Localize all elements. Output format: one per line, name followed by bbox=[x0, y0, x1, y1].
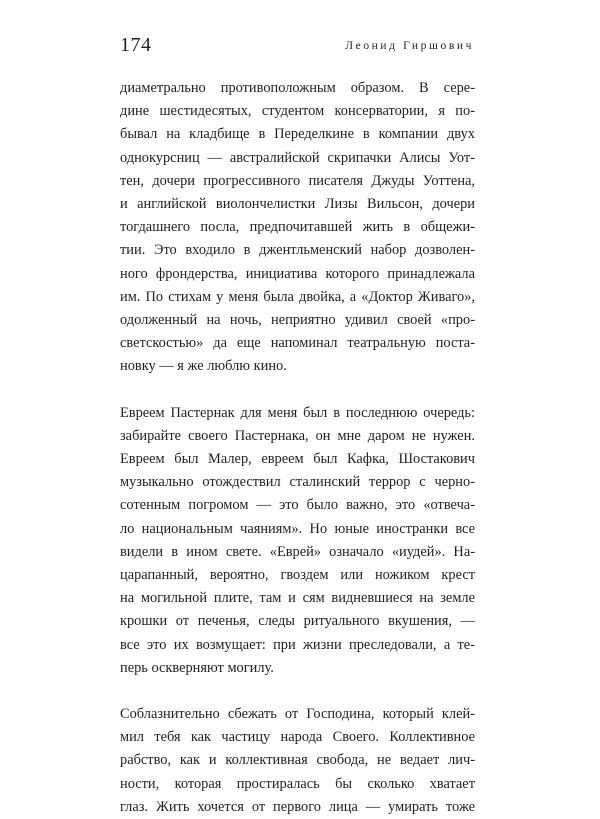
text-line: ности, которая простиралась бы сколько хватает bbox=[120, 775, 475, 792]
text-line: тен, дочери прогрессивного писателя Джуды Уоттена, bbox=[120, 172, 475, 189]
text-line: Евреем был Малер, евреем был Кафка, Шостакович bbox=[120, 451, 475, 467]
text-line: ного фрондерства, инициатива которого принадлежала bbox=[120, 265, 475, 282]
text-line: царапанный, вероятно, гвоздем или ножиком крест bbox=[120, 566, 475, 583]
text-line: крошки от печенья, следы ритуального вкушения, — bbox=[120, 613, 475, 630]
paragraph-3 bbox=[120, 703, 475, 819]
text-line: одолженный на ночь, неприятно удивил своей «про- bbox=[120, 311, 475, 328]
text-line: им. По стихам у меня была двойка, а «Доктор Живаго», bbox=[120, 288, 475, 305]
text-line: тии. Это входило в джентльменский набор дозволен- bbox=[120, 242, 475, 259]
text-line: все это их возмущает: при жизни преследовали, а те- bbox=[120, 636, 475, 653]
text-line: бывал на кладбище в Переделкине в компании двух bbox=[120, 126, 475, 143]
text-line: глаз. Жить хочется от первого лица — умирать тоже bbox=[120, 798, 475, 815]
paragraph-1 bbox=[120, 77, 475, 378]
text-line: тогдашнего посла, предпочитавшей жить в общежи- bbox=[120, 219, 475, 236]
text-line: Евреем Пастернак для меня был в последнюю очередь: bbox=[120, 404, 475, 421]
text-line: Соблазнительно сбежать от Господина, который клей- bbox=[120, 706, 475, 723]
text-line: новку — я же люблю кино. bbox=[120, 358, 287, 375]
text-line: мил тебя как частицу народа Своего. Коллективное bbox=[120, 729, 475, 746]
text-line: видели в ином свете. «Еврей» означало «иудей». На- bbox=[120, 543, 475, 560]
text-line: музыкально отождествил сталинский террор с черно- bbox=[120, 474, 475, 491]
text-line: ло национальным чаяниям». Но юные иностранки все bbox=[120, 520, 475, 537]
text-line: дине шестидесятых, студентом консерватории, я по- bbox=[120, 103, 475, 120]
paragraph-2 bbox=[120, 402, 475, 680]
running-head-author: Леонид Гиршович bbox=[345, 40, 474, 52]
text-line: и английской виолончелистки Лизы Вильсон, дочери bbox=[120, 195, 475, 212]
text-line: светскостью» да еще напоминал театральную поста- bbox=[120, 335, 475, 352]
page-number: 174 bbox=[120, 34, 152, 56]
text-line: диаметрально противоположным образом. В сере- bbox=[120, 80, 475, 96]
text-line: однокурсниц — австралийской скрипачки Алисы Уот- bbox=[120, 149, 475, 166]
text-line: перь оскверняют могилу. bbox=[120, 659, 274, 676]
text-line: на могильной плите, там и сям видневшиеся на земле bbox=[120, 590, 475, 607]
body-text bbox=[120, 77, 475, 819]
text-line: рабство, как и коллективная свобода, не ведает лич- bbox=[120, 752, 475, 769]
text-line: сотенным погромом — это было важно, это «отвеча- bbox=[120, 497, 475, 514]
text-line: забирайте своего Пастернака, он мне даром не нужен. bbox=[120, 427, 475, 444]
